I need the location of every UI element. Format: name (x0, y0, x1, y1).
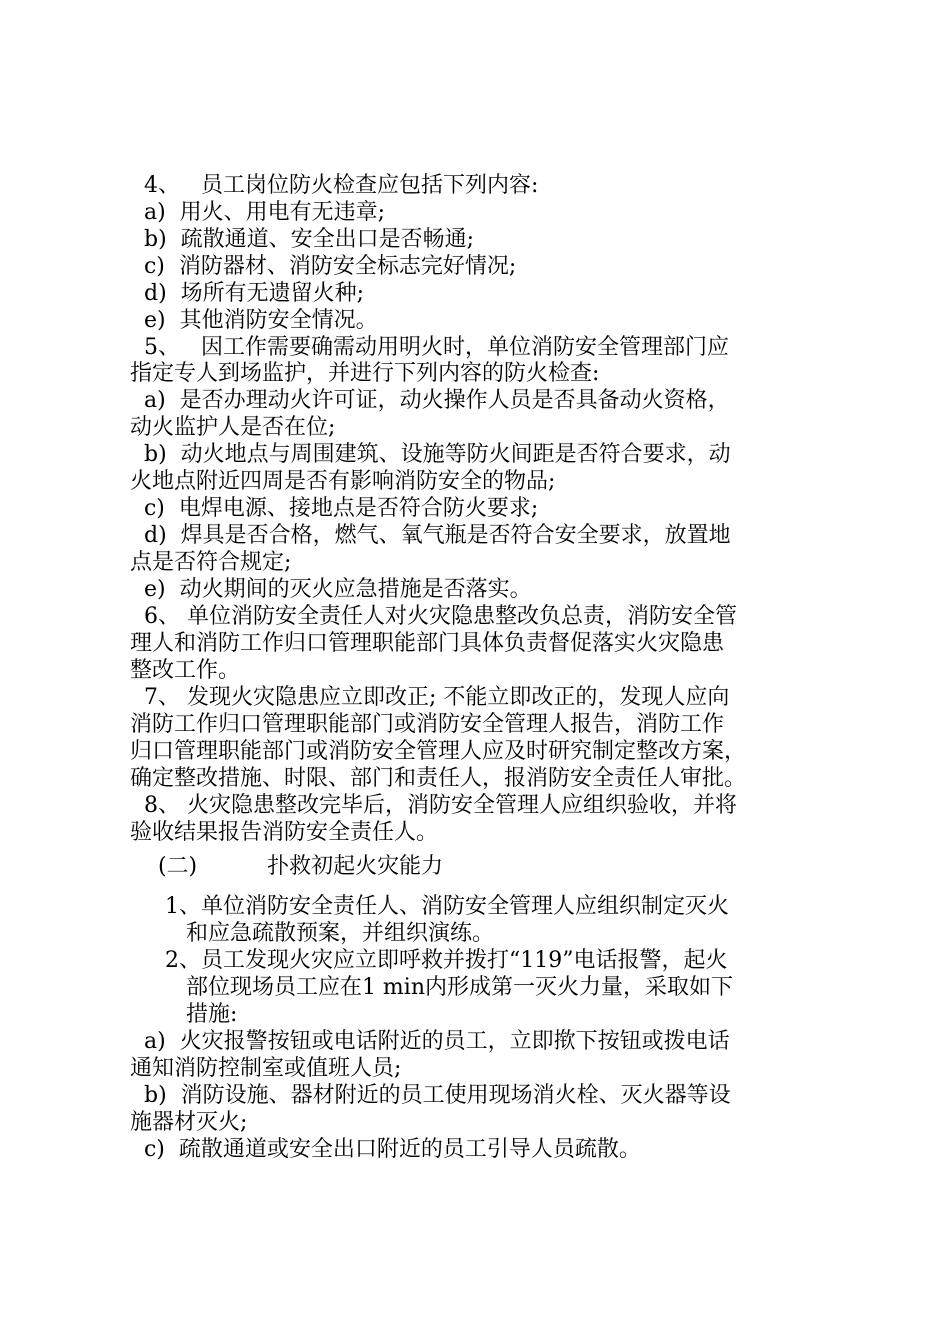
item-7-line4: 确定整改措施、时限、部门和责任人，报消防安全责任人审批。 (130, 766, 747, 791)
section-2-item-2a-line1: a) 火灾报警按钮或电话附近的员工，立即揿下按钮或拨电话 (130, 1029, 730, 1054)
section-2-item-2c: c) 疏散通道或安全出口附近的员工引导人员疏散。 (130, 1137, 641, 1162)
section-2-heading: (二) 扑救初起火灾能力 (130, 854, 444, 879)
item-5a-line2: 动火监护人是否在位; (130, 415, 336, 440)
item-5c: c) 电焊电源、接地点是否符合防火要求; (130, 496, 539, 521)
item-5-heading-line2: 指定专人到场监护，并进行下列内容的防火检查: (130, 361, 600, 386)
item-4a: a) 用火、用电有无违章; (130, 200, 386, 225)
item-6-line1: 6、 单位消防安全责任人对火灾隐患整改负总责，消防安全管 (130, 604, 737, 629)
section-2-item-2-line2: 部位现场员工应在1 min内形成第一灭火力量，采取如下 (130, 975, 734, 1000)
section-2-item-2-line3: 措施: (130, 1002, 238, 1027)
section-2-item-2b-line1: b) 消防设施、器材附近的员工使用现场消火栓、灭火器等设 (130, 1083, 731, 1108)
item-4c: c) 消防器材、消防安全标志完好情况; (130, 254, 517, 279)
item-4-heading: 4、 员工岗位防火检查应包括下列内容: (130, 173, 539, 198)
section-2-item-2b-line2: 施器材灭火; (130, 1110, 248, 1135)
item-4e: e) 其他消防安全情况。 (130, 308, 378, 333)
item-5b-line2: 火地点附近四周是否有影响消防安全的物品; (130, 469, 556, 494)
item-5b-line1: b) 动火地点与周围建筑、设施等防火间距是否符合要求，动 (130, 442, 731, 467)
item-5-heading-line1: 5、 因工作需要确需动用明火时，单位消防安全管理部门应 (130, 335, 729, 360)
item-8-line1: 8、 火灾隐患整改完毕后，消防安全管理人应组织验收，并将 (130, 793, 737, 818)
item-6-line3: 整改工作。 (130, 658, 241, 683)
item-4d: d) 场所有无遗留火种; (130, 281, 365, 306)
item-7-line2: 消防工作归口管理职能部门或消防安全管理人报告，消防工作 (130, 712, 725, 737)
section-2-item-2-line1: 2、员工发现火灾应立即呼救并拨打“119”电话报警，起火 (130, 948, 728, 973)
section-2-item-2a-line2: 通知消防控制室或值班人员; (130, 1056, 402, 1081)
section-2-item-1-line2: 和应急疏散预案，并组织演练。 (130, 921, 494, 946)
item-5d-line1: d) 焊具是否合格，燃气、氧气瓶是否符合安全要求，放置地 (130, 523, 731, 548)
item-7-line3: 归口管理职能部门或消防安全管理人应及时研究制定整改方案， (130, 739, 747, 764)
item-6-line2: 理人和消防工作归口管理职能部门具体负责督促落实火灾隐患 (130, 631, 725, 656)
item-4b: b) 疏散通道、安全出口是否畅通; (130, 227, 475, 252)
item-5a-line1: a) 是否办理动火许可证，动火操作人员是否具备动火资格， (130, 388, 730, 413)
item-7-line1: 7、 发现火灾隐患应立即改正; 不能立即改正的，发现人应向 (130, 685, 730, 710)
item-8-line2: 验收结果报告消防安全责任人。 (130, 820, 439, 845)
item-5d-line2: 点是否符合规定; (130, 550, 292, 575)
item-5e: e) 动火期间的灭火应急措施是否落实。 (130, 577, 532, 602)
section-2-item-1-line1: 1、单位消防安全责任人、消防安全管理人应组织制定灭火 (130, 894, 729, 919)
